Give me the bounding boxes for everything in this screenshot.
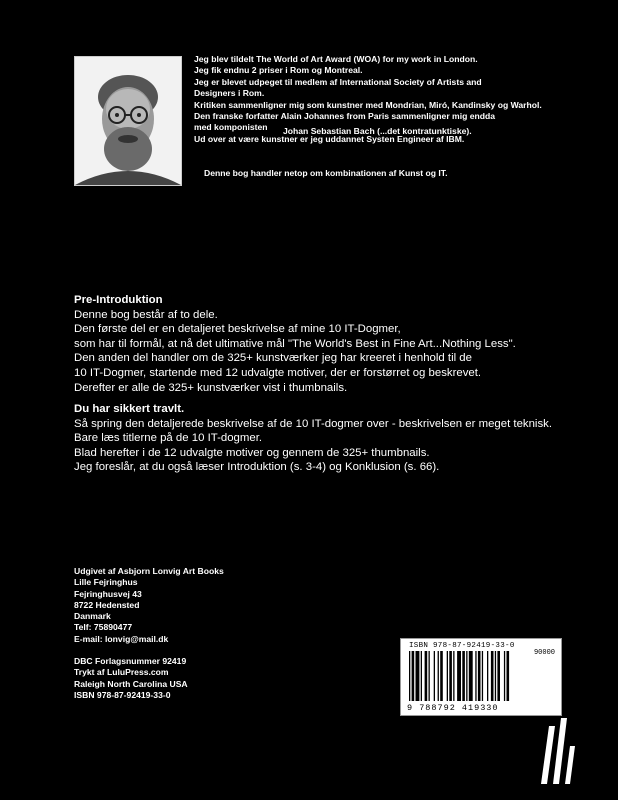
barcode-bar <box>469 651 473 701</box>
barcode-bar <box>453 651 454 701</box>
bio-line: Ud over at være kunstner er jeg uddannet Systen Engineer af IBM. <box>194 133 465 144</box>
bio-line: Jeg blev tildelt The World of Art Award (WOA) for my work in London. <box>194 54 478 64</box>
barcode-bar <box>482 651 483 701</box>
section-heading: Pre-Introduktion <box>74 294 163 306</box>
barcode-price-code: 90000 <box>533 649 555 657</box>
bio-line: med komponisten <box>194 122 268 133</box>
barcode-bar <box>487 651 488 701</box>
spacer <box>74 645 224 656</box>
barcode-digits: 9 788792 419330 <box>407 703 499 713</box>
barcode-bar <box>457 651 461 701</box>
barcode-bar <box>475 651 476 701</box>
barcode-bar <box>497 651 500 701</box>
publisher-line: Fejringhusvej 43 <box>74 588 142 599</box>
bio-line: Johan Sebastian Bach (...det kontratunktiske). <box>283 126 472 137</box>
publisher-line: Danmark <box>74 611 111 622</box>
bio-line: Den franske forfatter Alain Johannes from Paris sammenligner mig endda <box>194 111 496 122</box>
paragraph-line: Denne bog består af to dele. <box>74 308 218 321</box>
bio-line: Designers i Rom. <box>194 88 265 99</box>
barcode-bar <box>440 651 443 701</box>
barcode-bar <box>421 651 422 701</box>
barcode-bar <box>429 651 430 701</box>
bio-line: Jeg er blevet udpeget til medlem af International Society of Artists and <box>194 76 482 87</box>
busy-reader-section <box>74 402 552 475</box>
barcode-bar <box>449 651 452 701</box>
isbn-barcode <box>400 638 562 716</box>
publisher-line: 8722 Hedensted <box>74 599 140 610</box>
barcode-bar <box>447 651 448 701</box>
bio-line: Kritiken sammenligner mig som kunstner med Mondrian, Miró, Kandinsky og Warhol. <box>194 99 542 110</box>
paragraph-line: 10 IT-Dogmer, startende med 12 udvalgte motiver, der er forstørret og beskrevet. <box>74 366 482 379</box>
publisher-line: E-mail: lonvig@mail.dk <box>74 633 169 644</box>
barcode-bar <box>504 651 505 701</box>
publisher-line: DBC Forlagsnummer 92419 <box>74 656 187 667</box>
publisher-line: Udgivet af Asbjorn Lonvig Art Books <box>74 566 224 576</box>
paragraph-line: Den første del er en detaljeret beskrivelse af mine 10 IT-Dogmer, <box>74 323 401 336</box>
bio-overlap-line <box>194 122 604 137</box>
barcode-bar <box>478 651 481 701</box>
publisher-line: ISBN 978-87-92419-33-0 <box>74 689 171 700</box>
publisher-line: Lille Fejringhus <box>74 577 138 588</box>
paragraph-line: som har til formål, at nå det ultimative mål "The World's Best in Fine Art...Nothing Less". <box>74 337 516 350</box>
publisher-line: Telf: 75890477 <box>74 622 133 633</box>
paragraph-line: Blad herefter i de 12 udvalgte motiver og gennem de 325+ thumbnails. <box>74 446 430 459</box>
bio-line: Jeg fik endnu 2 priser i Rom og Montreal. <box>194 65 363 76</box>
barcode-bar <box>416 651 420 701</box>
author-photo <box>74 56 182 186</box>
barcode-bar <box>462 651 465 701</box>
book-tagline: Denne bog handler netop om kombinationen af Kunst og IT. <box>204 168 448 178</box>
barcode-bar <box>438 651 439 701</box>
barcode-isbn-text: ISBN 978-87-92419-33-0 <box>409 642 515 650</box>
author-bio <box>194 54 604 145</box>
barcode-bars <box>409 651 555 701</box>
paragraph-line: Derefter er alle de 325+ kunstværker vist i thumbnails. <box>74 381 348 394</box>
publisher-info <box>74 566 224 701</box>
paragraph-line: Bare læs titlerne på de 10 IT-dogmer. <box>74 432 263 445</box>
author-portrait-image <box>75 57 181 185</box>
barcode-bar <box>409 651 410 701</box>
barcode-bar <box>412 651 415 701</box>
publisher-line: Trykt af LuluPress.com <box>74 667 169 678</box>
publisher-line: Raleigh North Carolina USA <box>74 678 188 689</box>
barcode-bar <box>491 651 494 701</box>
barcode-bar <box>507 651 510 701</box>
paragraph-line: Så spring den detaljerede beskrivelse af de 10 IT-dogmer over - beskrivelsen er meget teknisk. <box>74 417 553 430</box>
section-heading: Du har sikkert travlt. <box>74 403 185 415</box>
lulu-logo-icon <box>537 716 577 786</box>
paragraph-line: Jeg foreslår, at du også læser Introduktion (s. 3-4) og Konklusion (s. 66). <box>74 461 440 474</box>
barcode-bar <box>466 651 467 701</box>
paragraph-line: Den anden del handler om de 325+ kunstværker jeg har kreeret i henhold til de <box>74 352 472 365</box>
barcode-bar <box>425 651 428 701</box>
barcode-bar <box>434 651 435 701</box>
barcode-bar <box>495 651 496 701</box>
pre-introduction-section <box>74 293 516 395</box>
